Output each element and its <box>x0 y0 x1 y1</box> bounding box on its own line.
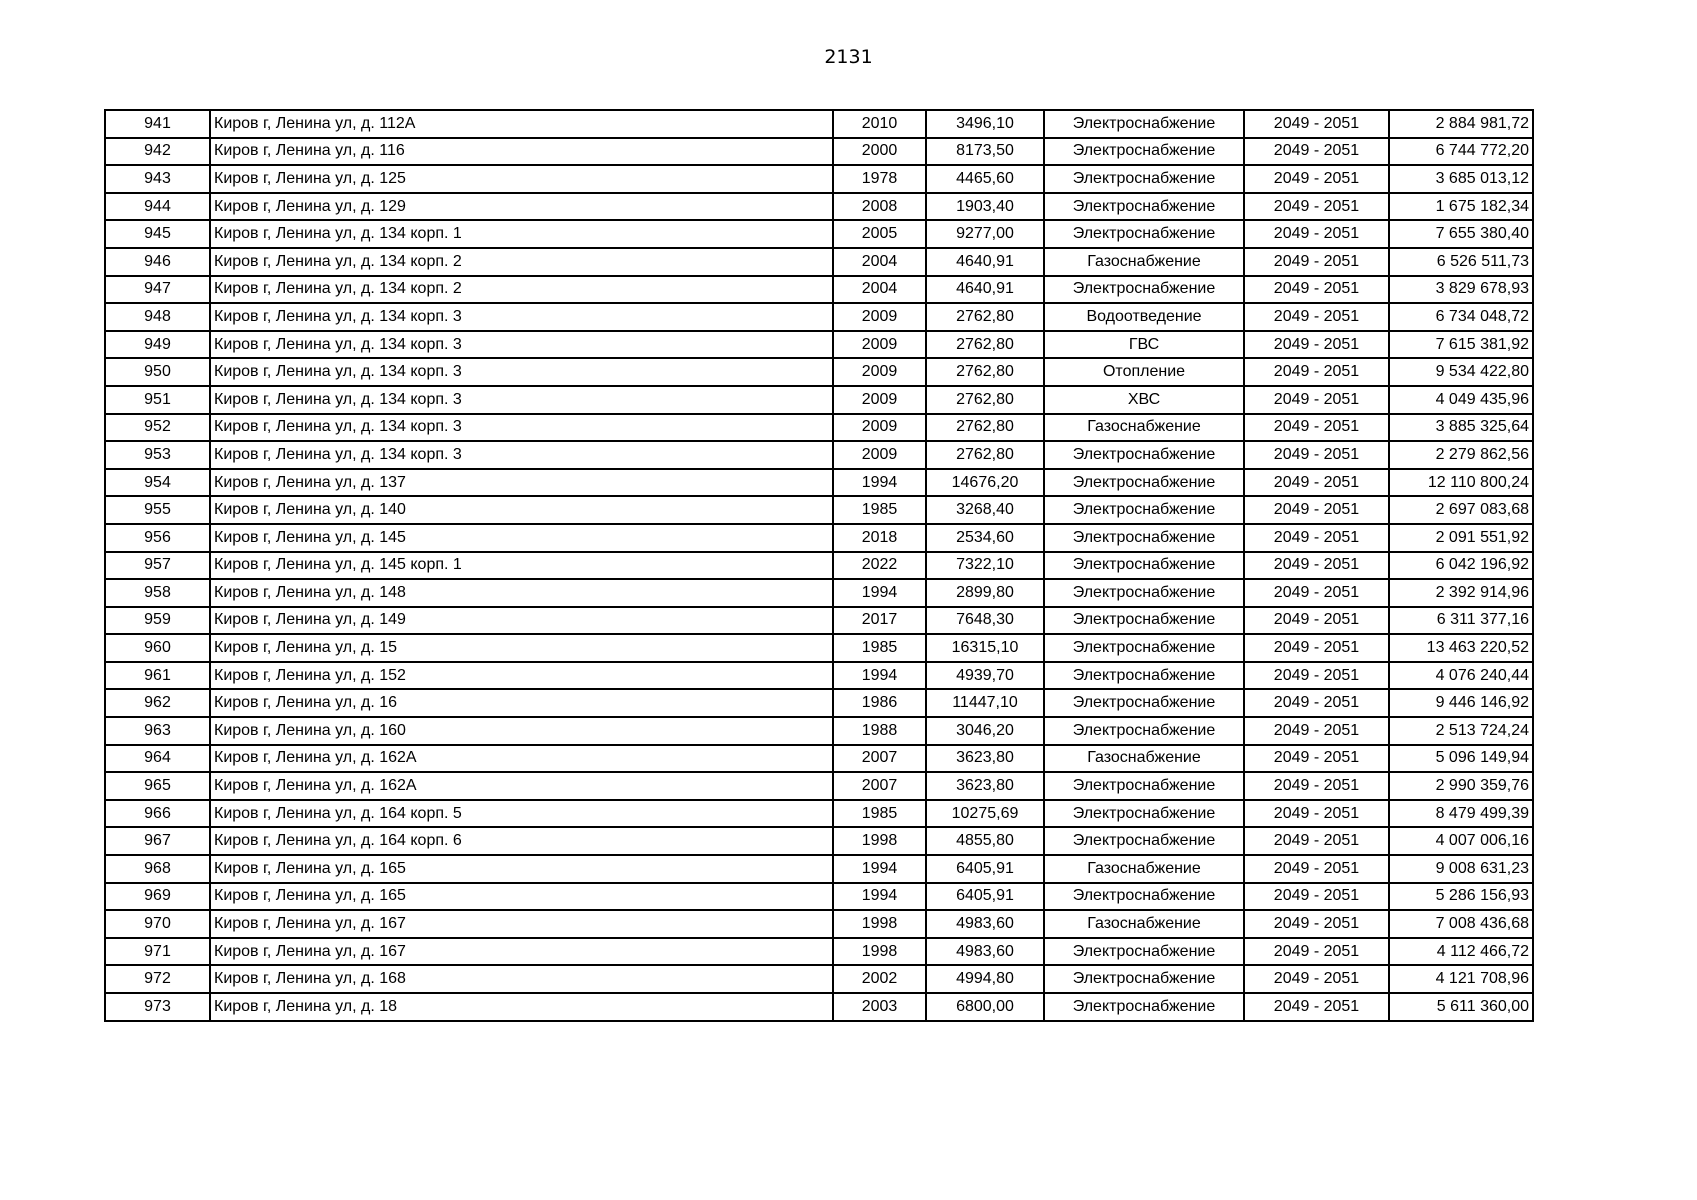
address-cell: Киров г, Ленина ул, д. 152 <box>210 662 833 690</box>
address-cell: Киров г, Ленина ул, д. 134 корп. 3 <box>210 441 833 469</box>
year-cell: 1994 <box>833 883 926 911</box>
address-cell: Киров г, Ленина ул, д. 145 корп. 1 <box>210 552 833 580</box>
year-cell: 2007 <box>833 772 926 800</box>
row-number: 951 <box>105 386 210 414</box>
cost-cell: 6 734 048,72 <box>1389 303 1533 331</box>
year-cell: 2009 <box>833 303 926 331</box>
register-table-body <box>105 110 1533 1021</box>
table-row <box>105 165 1533 193</box>
cost-cell: 6 744 772,20 <box>1389 138 1533 166</box>
row-number: 956 <box>105 524 210 552</box>
area-cell: 1903,40 <box>926 193 1044 221</box>
period-cell: 2049 - 2051 <box>1244 993 1389 1021</box>
area-cell: 4465,60 <box>926 165 1044 193</box>
service-type-cell: Электроснабжение <box>1044 524 1244 552</box>
table-row <box>105 607 1533 635</box>
address-cell: Киров г, Ленина ул, д. 149 <box>210 607 833 635</box>
area-cell: 9277,00 <box>926 220 1044 248</box>
row-number: 968 <box>105 855 210 883</box>
table-row <box>105 800 1533 828</box>
year-cell: 2008 <box>833 193 926 221</box>
row-number: 959 <box>105 607 210 635</box>
row-number: 953 <box>105 441 210 469</box>
row-number: 958 <box>105 579 210 607</box>
table-row <box>105 579 1533 607</box>
row-number: 955 <box>105 496 210 524</box>
table-row <box>105 331 1533 359</box>
row-number: 960 <box>105 634 210 662</box>
cost-cell: 2 392 914,96 <box>1389 579 1533 607</box>
cost-cell: 7 655 380,40 <box>1389 220 1533 248</box>
area-cell: 4855,80 <box>926 827 1044 855</box>
service-type-cell: Электроснабжение <box>1044 717 1244 745</box>
service-type-cell: ГВС <box>1044 331 1244 359</box>
area-cell: 3623,80 <box>926 772 1044 800</box>
year-cell: 2018 <box>833 524 926 552</box>
cost-cell: 4 049 435,96 <box>1389 386 1533 414</box>
period-cell: 2049 - 2051 <box>1244 745 1389 773</box>
service-type-cell: Электроснабжение <box>1044 938 1244 966</box>
row-number: 963 <box>105 717 210 745</box>
service-type-cell: Электроснабжение <box>1044 827 1244 855</box>
period-cell: 2049 - 2051 <box>1244 386 1389 414</box>
period-cell: 2049 - 2051 <box>1244 827 1389 855</box>
year-cell: 2000 <box>833 138 926 166</box>
period-cell: 2049 - 2051 <box>1244 331 1389 359</box>
cost-cell: 1 675 182,34 <box>1389 193 1533 221</box>
address-cell: Киров г, Ленина ул, д. 134 корп. 3 <box>210 331 833 359</box>
table-row <box>105 910 1533 938</box>
service-type-cell: Электроснабжение <box>1044 165 1244 193</box>
row-number: 952 <box>105 414 210 442</box>
area-cell: 6405,91 <box>926 883 1044 911</box>
cost-cell: 6 311 377,16 <box>1389 607 1533 635</box>
area-cell: 2899,80 <box>926 579 1044 607</box>
period-cell: 2049 - 2051 <box>1244 634 1389 662</box>
cost-cell: 7 615 381,92 <box>1389 331 1533 359</box>
area-cell: 14676,20 <box>926 469 1044 497</box>
service-type-cell: Водоотведение <box>1044 303 1244 331</box>
period-cell: 2049 - 2051 <box>1244 938 1389 966</box>
row-number: 944 <box>105 193 210 221</box>
address-cell: Киров г, Ленина ул, д. 116 <box>210 138 833 166</box>
table-row <box>105 469 1533 497</box>
address-cell: Киров г, Ленина ул, д. 134 корп. 3 <box>210 358 833 386</box>
year-cell: 2004 <box>833 276 926 304</box>
cost-cell: 2 990 359,76 <box>1389 772 1533 800</box>
service-type-cell: Электроснабжение <box>1044 220 1244 248</box>
area-cell: 11447,10 <box>926 689 1044 717</box>
area-cell: 7322,10 <box>926 552 1044 580</box>
service-type-cell: Электроснабжение <box>1044 800 1244 828</box>
row-number: 948 <box>105 303 210 331</box>
service-type-cell: Электроснабжение <box>1044 662 1244 690</box>
area-cell: 2762,80 <box>926 303 1044 331</box>
period-cell: 2049 - 2051 <box>1244 855 1389 883</box>
year-cell: 2009 <box>833 331 926 359</box>
service-type-cell: Электроснабжение <box>1044 552 1244 580</box>
year-cell: 2009 <box>833 414 926 442</box>
cost-cell: 9 008 631,23 <box>1389 855 1533 883</box>
year-cell: 2002 <box>833 965 926 993</box>
cost-cell: 9 534 422,80 <box>1389 358 1533 386</box>
register-table <box>104 109 1534 1022</box>
table-row <box>105 414 1533 442</box>
address-cell: Киров г, Ленина ул, д. 148 <box>210 579 833 607</box>
table-row <box>105 441 1533 469</box>
period-cell: 2049 - 2051 <box>1244 717 1389 745</box>
address-cell: Киров г, Ленина ул, д. 16 <box>210 689 833 717</box>
area-cell: 4983,60 <box>926 938 1044 966</box>
service-type-cell: Отопление <box>1044 358 1244 386</box>
service-type-cell: Электроснабжение <box>1044 993 1244 1021</box>
period-cell: 2049 - 2051 <box>1244 800 1389 828</box>
area-cell: 3623,80 <box>926 745 1044 773</box>
year-cell: 2010 <box>833 110 926 138</box>
table-row <box>105 303 1533 331</box>
cost-cell: 6 042 196,92 <box>1389 552 1533 580</box>
service-type-cell: Газоснабжение <box>1044 855 1244 883</box>
area-cell: 3268,40 <box>926 496 1044 524</box>
table-row <box>105 689 1533 717</box>
year-cell: 1998 <box>833 910 926 938</box>
cost-cell: 12 110 800,24 <box>1389 469 1533 497</box>
area-cell: 2534,60 <box>926 524 1044 552</box>
service-type-cell: Электроснабжение <box>1044 965 1244 993</box>
address-cell: Киров г, Ленина ул, д. 162А <box>210 772 833 800</box>
period-cell: 2049 - 2051 <box>1244 689 1389 717</box>
address-cell: Киров г, Ленина ул, д. 134 корп. 3 <box>210 414 833 442</box>
table-row <box>105 220 1533 248</box>
service-type-cell: Газоснабжение <box>1044 910 1244 938</box>
year-cell: 1994 <box>833 662 926 690</box>
year-cell: 1985 <box>833 496 926 524</box>
year-cell: 2004 <box>833 248 926 276</box>
area-cell: 2762,80 <box>926 414 1044 442</box>
year-cell: 2009 <box>833 386 926 414</box>
address-cell: Киров г, Ленина ул, д. 112А <box>210 110 833 138</box>
service-type-cell: Электроснабжение <box>1044 138 1244 166</box>
row-number: 945 <box>105 220 210 248</box>
cost-cell: 9 446 146,92 <box>1389 689 1533 717</box>
address-cell: Киров г, Ленина ул, д. 165 <box>210 883 833 911</box>
area-cell: 2762,80 <box>926 386 1044 414</box>
cost-cell: 4 007 006,16 <box>1389 827 1533 855</box>
service-type-cell: ХВС <box>1044 386 1244 414</box>
table-row <box>105 358 1533 386</box>
year-cell: 1988 <box>833 717 926 745</box>
period-cell: 2049 - 2051 <box>1244 358 1389 386</box>
area-cell: 10275,69 <box>926 800 1044 828</box>
table-row <box>105 883 1533 911</box>
year-cell: 1994 <box>833 469 926 497</box>
cost-cell: 2 513 724,24 <box>1389 717 1533 745</box>
cost-cell: 5 286 156,93 <box>1389 883 1533 911</box>
area-cell: 6800,00 <box>926 993 1044 1021</box>
period-cell: 2049 - 2051 <box>1244 910 1389 938</box>
service-type-cell: Электроснабжение <box>1044 441 1244 469</box>
address-cell: Киров г, Ленина ул, д. 164 корп. 6 <box>210 827 833 855</box>
table-row <box>105 745 1533 773</box>
cost-cell: 3 829 678,93 <box>1389 276 1533 304</box>
area-cell: 2762,80 <box>926 358 1044 386</box>
address-cell: Киров г, Ленина ул, д. 165 <box>210 855 833 883</box>
service-type-cell: Электроснабжение <box>1044 883 1244 911</box>
row-number: 957 <box>105 552 210 580</box>
period-cell: 2049 - 2051 <box>1244 138 1389 166</box>
period-cell: 2049 - 2051 <box>1244 883 1389 911</box>
cost-cell: 5 611 360,00 <box>1389 993 1533 1021</box>
service-type-cell: Электроснабжение <box>1044 607 1244 635</box>
table-row <box>105 634 1533 662</box>
table-row <box>105 717 1533 745</box>
table-row <box>105 827 1533 855</box>
row-number: 949 <box>105 331 210 359</box>
service-type-cell: Электроснабжение <box>1044 276 1244 304</box>
row-number: 965 <box>105 772 210 800</box>
area-cell: 2762,80 <box>926 331 1044 359</box>
area-cell: 7648,30 <box>926 607 1044 635</box>
row-number: 947 <box>105 276 210 304</box>
period-cell: 2049 - 2051 <box>1244 303 1389 331</box>
row-number: 941 <box>105 110 210 138</box>
cost-cell: 3 685 013,12 <box>1389 165 1533 193</box>
address-cell: Киров г, Ленина ул, д. 134 корп. 2 <box>210 248 833 276</box>
period-cell: 2049 - 2051 <box>1244 276 1389 304</box>
address-cell: Киров г, Ленина ул, д. 137 <box>210 469 833 497</box>
table-row <box>105 110 1533 138</box>
period-cell: 2049 - 2051 <box>1244 662 1389 690</box>
period-cell: 2049 - 2051 <box>1244 414 1389 442</box>
service-type-cell: Электроснабжение <box>1044 110 1244 138</box>
address-cell: Киров г, Ленина ул, д. 129 <box>210 193 833 221</box>
service-type-cell: Газоснабжение <box>1044 745 1244 773</box>
period-cell: 2049 - 2051 <box>1244 220 1389 248</box>
address-cell: Киров г, Ленина ул, д. 15 <box>210 634 833 662</box>
table-row <box>105 938 1533 966</box>
period-cell: 2049 - 2051 <box>1244 193 1389 221</box>
area-cell: 3046,20 <box>926 717 1044 745</box>
row-number: 967 <box>105 827 210 855</box>
service-type-cell: Электроснабжение <box>1044 579 1244 607</box>
period-cell: 2049 - 2051 <box>1244 772 1389 800</box>
area-cell: 4983,60 <box>926 910 1044 938</box>
row-number: 966 <box>105 800 210 828</box>
year-cell: 1998 <box>833 938 926 966</box>
area-cell: 4640,91 <box>926 276 1044 304</box>
cost-cell: 6 526 511,73 <box>1389 248 1533 276</box>
area-cell: 4939,70 <box>926 662 1044 690</box>
table-row <box>105 662 1533 690</box>
page-number: 2131 <box>824 46 873 68</box>
row-number: 973 <box>105 993 210 1021</box>
row-number: 954 <box>105 469 210 497</box>
year-cell: 2005 <box>833 220 926 248</box>
row-number: 946 <box>105 248 210 276</box>
row-number: 961 <box>105 662 210 690</box>
cost-cell: 2 884 981,72 <box>1389 110 1533 138</box>
service-type-cell: Газоснабжение <box>1044 414 1244 442</box>
cost-cell: 13 463 220,52 <box>1389 634 1533 662</box>
period-cell: 2049 - 2051 <box>1244 607 1389 635</box>
cost-cell: 8 479 499,39 <box>1389 800 1533 828</box>
cost-cell: 7 008 436,68 <box>1389 910 1533 938</box>
year-cell: 1985 <box>833 634 926 662</box>
area-cell: 3496,10 <box>926 110 1044 138</box>
year-cell: 2003 <box>833 993 926 1021</box>
address-cell: Киров г, Ленина ул, д. 140 <box>210 496 833 524</box>
area-cell: 4640,91 <box>926 248 1044 276</box>
table-row <box>105 138 1533 166</box>
row-number: 943 <box>105 165 210 193</box>
period-cell: 2049 - 2051 <box>1244 965 1389 993</box>
address-cell: Киров г, Ленина ул, д. 162А <box>210 745 833 773</box>
address-cell: Киров г, Ленина ул, д. 164 корп. 5 <box>210 800 833 828</box>
cost-cell: 2 091 551,92 <box>1389 524 1533 552</box>
row-number: 972 <box>105 965 210 993</box>
period-cell: 2049 - 2051 <box>1244 552 1389 580</box>
service-type-cell: Электроснабжение <box>1044 193 1244 221</box>
period-cell: 2049 - 2051 <box>1244 579 1389 607</box>
address-cell: Киров г, Ленина ул, д. 167 <box>210 910 833 938</box>
area-cell: 6405,91 <box>926 855 1044 883</box>
address-cell: Киров г, Ленина ул, д. 134 корп. 3 <box>210 386 833 414</box>
cost-cell: 4 076 240,44 <box>1389 662 1533 690</box>
table-row <box>105 193 1533 221</box>
table-row <box>105 772 1533 800</box>
row-number: 962 <box>105 689 210 717</box>
address-cell: Киров г, Ленина ул, д. 134 корп. 1 <box>210 220 833 248</box>
cost-cell: 2 697 083,68 <box>1389 496 1533 524</box>
year-cell: 2007 <box>833 745 926 773</box>
year-cell: 2017 <box>833 607 926 635</box>
table-row <box>105 855 1533 883</box>
address-cell: Киров г, Ленина ул, д. 167 <box>210 938 833 966</box>
area-cell: 2762,80 <box>926 441 1044 469</box>
table-row <box>105 552 1533 580</box>
row-number: 970 <box>105 910 210 938</box>
table-row <box>105 993 1533 1021</box>
table-row <box>105 524 1533 552</box>
service-type-cell: Электроснабжение <box>1044 689 1244 717</box>
service-type-cell: Электроснабжение <box>1044 634 1244 662</box>
year-cell: 1985 <box>833 800 926 828</box>
period-cell: 2049 - 2051 <box>1244 441 1389 469</box>
year-cell: 1998 <box>833 827 926 855</box>
cost-cell: 4 121 708,96 <box>1389 965 1533 993</box>
period-cell: 2049 - 2051 <box>1244 165 1389 193</box>
year-cell: 1994 <box>833 855 926 883</box>
cost-cell: 2 279 862,56 <box>1389 441 1533 469</box>
row-number: 942 <box>105 138 210 166</box>
address-cell: Киров г, Ленина ул, д. 125 <box>210 165 833 193</box>
service-type-cell: Электроснабжение <box>1044 469 1244 497</box>
area-cell: 4994,80 <box>926 965 1044 993</box>
area-cell: 8173,50 <box>926 138 1044 166</box>
address-cell: Киров г, Ленина ул, д. 18 <box>210 993 833 1021</box>
cost-cell: 4 112 466,72 <box>1389 938 1533 966</box>
table-row <box>105 496 1533 524</box>
year-cell: 1986 <box>833 689 926 717</box>
cost-cell: 3 885 325,64 <box>1389 414 1533 442</box>
table-row <box>105 386 1533 414</box>
service-type-cell: Электроснабжение <box>1044 772 1244 800</box>
service-type-cell: Газоснабжение <box>1044 248 1244 276</box>
year-cell: 2022 <box>833 552 926 580</box>
address-cell: Киров г, Ленина ул, д. 145 <box>210 524 833 552</box>
period-cell: 2049 - 2051 <box>1244 469 1389 497</box>
year-cell: 1994 <box>833 579 926 607</box>
period-cell: 2049 - 2051 <box>1244 496 1389 524</box>
row-number: 964 <box>105 745 210 773</box>
year-cell: 2009 <box>833 441 926 469</box>
period-cell: 2049 - 2051 <box>1244 110 1389 138</box>
address-cell: Киров г, Ленина ул, д. 134 корп. 2 <box>210 276 833 304</box>
address-cell: Киров г, Ленина ул, д. 160 <box>210 717 833 745</box>
table-row <box>105 965 1533 993</box>
period-cell: 2049 - 2051 <box>1244 524 1389 552</box>
table-row <box>105 276 1533 304</box>
row-number: 971 <box>105 938 210 966</box>
cost-cell: 5 096 149,94 <box>1389 745 1533 773</box>
year-cell: 2009 <box>833 358 926 386</box>
year-cell: 1978 <box>833 165 926 193</box>
table-row <box>105 248 1533 276</box>
period-cell: 2049 - 2051 <box>1244 248 1389 276</box>
area-cell: 16315,10 <box>926 634 1044 662</box>
address-cell: Киров г, Ленина ул, д. 168 <box>210 965 833 993</box>
service-type-cell: Электроснабжение <box>1044 496 1244 524</box>
address-cell: Киров г, Ленина ул, д. 134 корп. 3 <box>210 303 833 331</box>
row-number: 950 <box>105 358 210 386</box>
row-number: 969 <box>105 883 210 911</box>
